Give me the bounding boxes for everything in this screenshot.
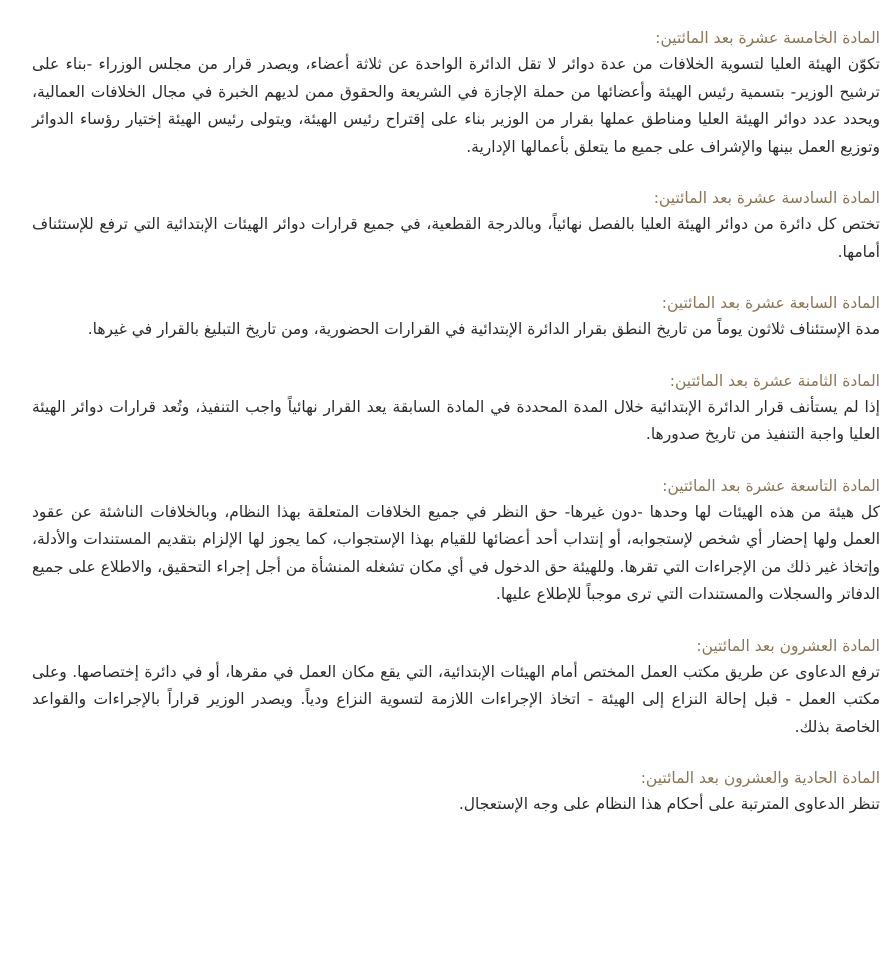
article-heading: المادة التاسعة عشرة بعد المائتين: (662, 476, 880, 495)
article-body: تنظر الدعاوى المترتبة على أحكام هذا النظام على وجه الإستعجال. (458, 795, 880, 813)
article-body: تختص كل دائرة من دوائر الهيئة العليا بالفصل نهائياً، وبالدرجة القطعية، في جميع قرارات دوائر الهيئات الإبتدائية التي ترفع للإستئناف أمامها. (32, 215, 880, 261)
article-body: كل هيئة من هذه الهيئات لها وحدها -دون غيرها- حق النظر في جميع الخلافات المتعلقة بهذا النظام، وبالخلافات الناشئة عن عقود العمل ولها إحضار أي شخص لإستجوابه، أو إنتداب أحد أعضائها للقيام بهذا الإستجواب، كما يجوز لها الإلزام بتقديم المستندات والأدلة، وإتخاذ غير ذلك من الإجراءات التي تقرها. وللهيئة حق الدخول في أي مكان تشغله المنشأة من أجل إجراء التحقيق، والاطلاع على جميع الدفاتر والسجلات والمستندات التي ترى موجباً للإطلاع عليها. (32, 502, 880, 603)
article-heading: المادة السادسة عشرة بعد المائتين: (653, 189, 880, 207)
article-body: تكوّن الهيئة العليا لتسوية الخلافات من عدة دوائر لا تقل الدائرة الواحدة عن ثلاثة أعضاء، ويصدر قرار من مجلس الوزراء -بناء على ترشيح الوزير- بتسمية رئيس الهيئة وأعضائها من حملة الإجازة في الشريعة والحقوق ممن لديهم الخبرة في مجال الخلافات العمالية، ويحدد عدد دوائر الهيئة العليا ومناطق عملها بقرار من الوزير بناء على إقتراح رئيس الهيئة، ويتولى رئيس الهيئة إختيار رؤساء الدوائر وتوزيع العمل بينها والإشراف على جميع ما يتعلق بأعمالها الإدارية. (32, 55, 880, 156)
article-220 (32, 633, 880, 742)
article-215 (32, 25, 880, 161)
article-heading: المادة السابعة عشرة بعد المائتين: (661, 294, 880, 312)
article-217 (32, 290, 880, 344)
article-body: مدة الإستئناف ثلاثون يوماً من تاريخ النطق بقرار الدائرة الإبتدائية في القرارات الحضورية، ومن تاريخ التبليغ بالقرار في غيرها. (87, 320, 880, 338)
article-body: ترفع الدعاوى عن طريق مكتب العمل المختص أمام الهيئات الإبتدائية، التي يقع مكان العمل في مقرها، أو في دائرة إختصاصها. وعلى مكتب العمل - قبل إحالة النزاع إلى الهيئة - اتخاذ الإجراءات اللازمة لتسوية النزاع ودياً. ويصدر الوزير قراراً بالإجراءات والقواعد الخاصة بذلك. (32, 662, 880, 736)
article-heading: المادة الخامسة عشرة بعد المائتين: (655, 29, 880, 47)
article-heading: المادة العشرون بعد المائتين: (696, 636, 880, 655)
article-218 (32, 368, 880, 449)
article-heading: المادة الثامنة عشرة بعد المائتين: (669, 371, 880, 390)
article-body: إذا لم يستأنف قرار الدائرة الإبتدائية خلال المدة المحددة في المادة السابقة يعد القرار نهائياً واجب التنفيذ، وتُعد قرارات دوائر الهيئة العليا واجبة التنفيذ من تاريخ صدورها. (32, 397, 880, 443)
law-articles-document (32, 0, 880, 819)
article-219 (32, 473, 880, 609)
article-221 (32, 765, 880, 819)
article-216 (32, 185, 880, 266)
article-heading: المادة الحادية والعشرون بعد المائتين: (640, 769, 880, 787)
